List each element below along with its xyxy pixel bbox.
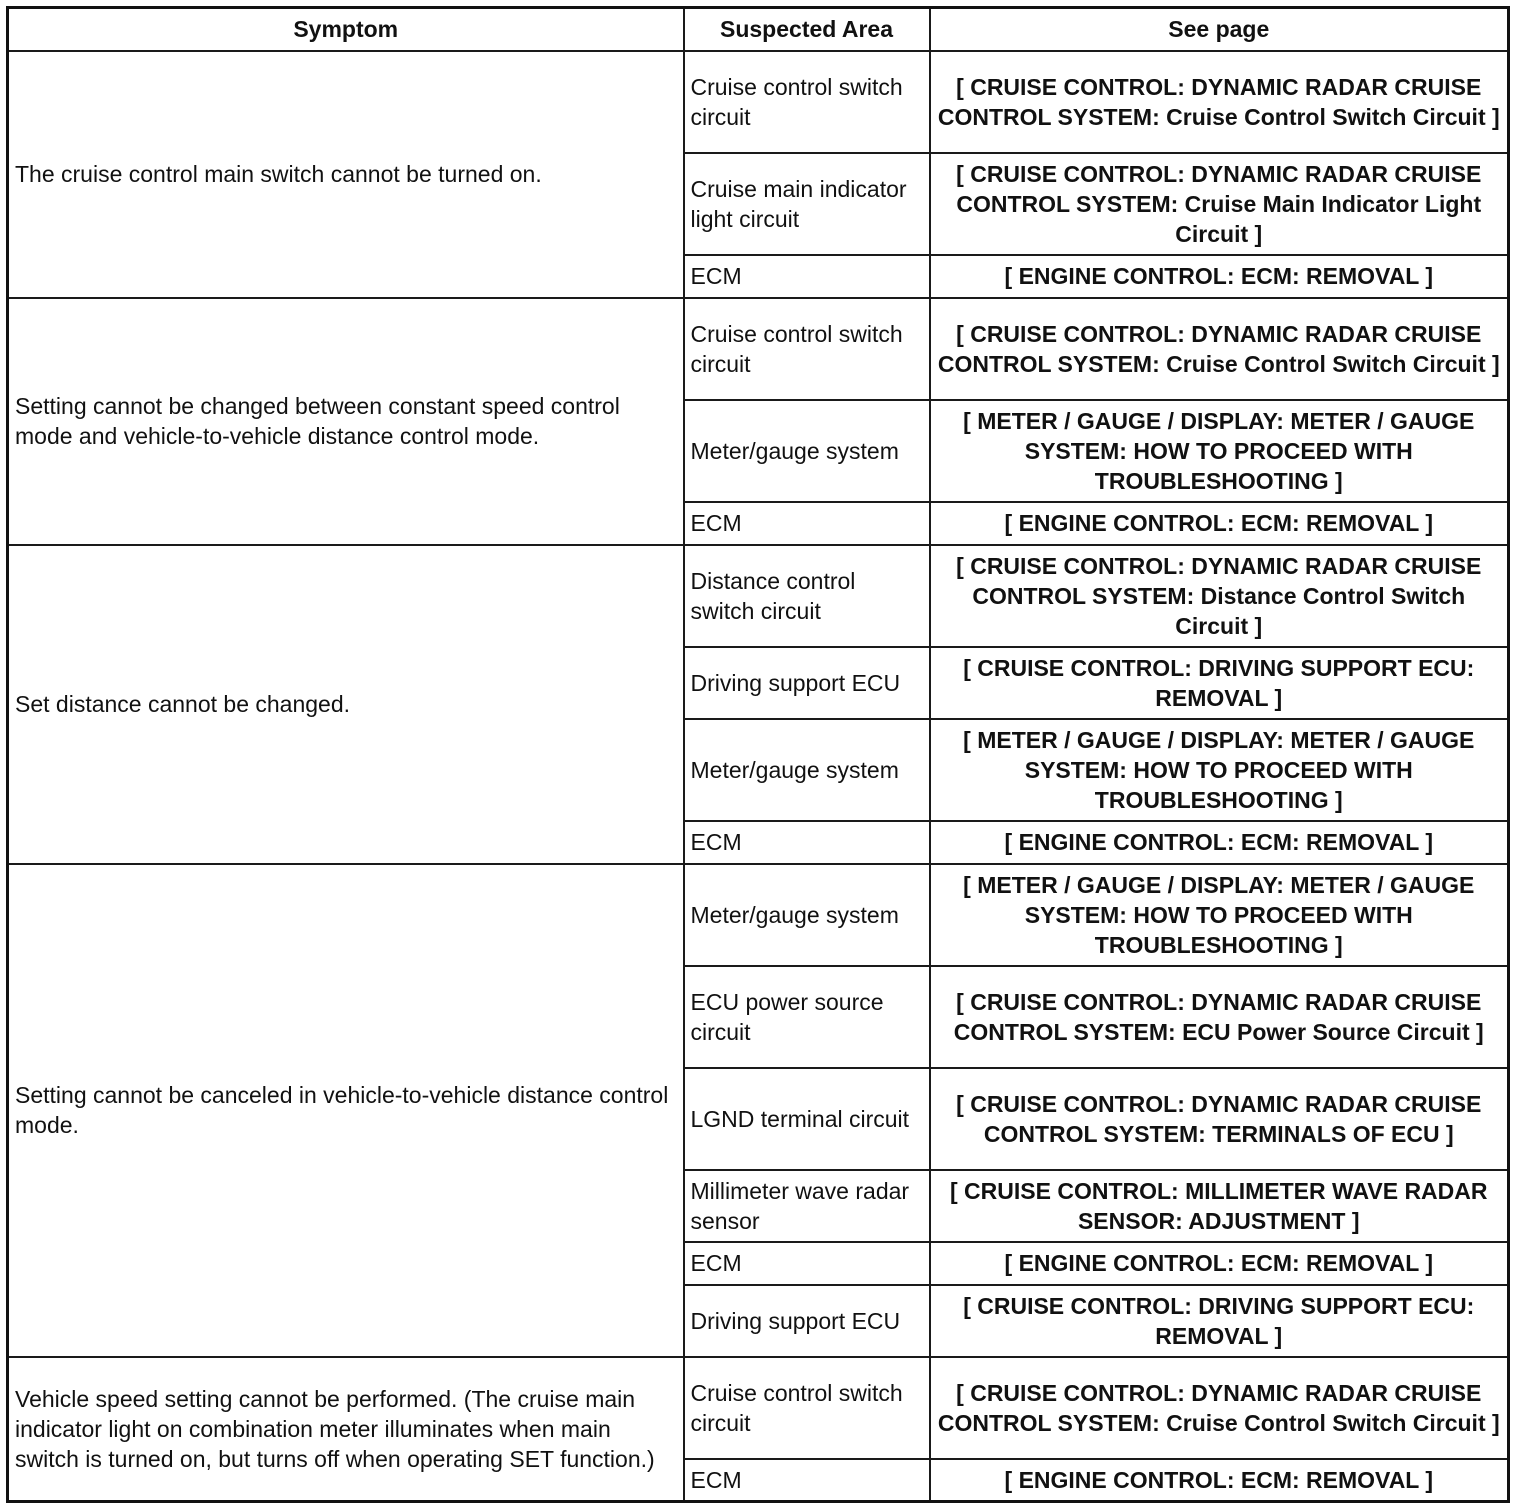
see-page-link[interactable]: [ CRUISE CONTROL: MILLIMETER WAVE RADAR SENSOR: ADJUSTMENT ] (930, 1170, 1509, 1242)
see-page-link[interactable]: [ METER / GAUGE / DISPLAY: METER / GAUGE SYSTEM: HOW TO PROCEED WITH TROUBLESHOOTING ] (930, 864, 1509, 966)
table-row (8, 864, 1509, 966)
suspected-area-cell: Meter/gauge system (684, 864, 930, 966)
see-page-link[interactable]: [ CRUISE CONTROL: DYNAMIC RADAR CRUISE CONTROL SYSTEM: Distance Control Switch Circuit ] (930, 545, 1509, 647)
table-row (8, 51, 1509, 153)
suspected-area-cell: Cruise control switch circuit (684, 51, 930, 153)
table-row (8, 545, 1509, 647)
see-page-link[interactable]: [ METER / GAUGE / DISPLAY: METER / GAUGE SYSTEM: HOW TO PROCEED WITH TROUBLESHOOTING ] (930, 719, 1509, 821)
suspected-area-cell: LGND terminal circuit (684, 1068, 930, 1170)
suspected-area-cell: Meter/gauge system (684, 400, 930, 502)
see-page-link[interactable]: [ CRUISE CONTROL: DRIVING SUPPORT ECU: REMOVAL ] (930, 1285, 1509, 1357)
see-page-link[interactable]: [ CRUISE CONTROL: DYNAMIC RADAR CRUISE CONTROL SYSTEM: ECU Power Source Circuit ] (930, 966, 1509, 1068)
header-see-page: See page (930, 8, 1509, 51)
table-row (8, 298, 1509, 400)
see-page-link[interactable]: [ ENGINE CONTROL: ECM: REMOVAL ] (930, 255, 1509, 298)
suspected-area-cell: ECM (684, 502, 930, 545)
suspected-area-cell: Cruise control switch circuit (684, 298, 930, 400)
suspected-area-cell: Cruise control switch circuit (684, 1357, 930, 1459)
see-page-link[interactable]: [ CRUISE CONTROL: DRIVING SUPPORT ECU: REMOVAL ] (930, 647, 1509, 719)
see-page-link[interactable]: [ ENGINE CONTROL: ECM: REMOVAL ] (930, 502, 1509, 545)
symptom-cell: Set distance cannot be changed. (8, 545, 684, 864)
header-suspected-area: Suspected Area (684, 8, 930, 51)
see-page-link[interactable]: [ CRUISE CONTROL: DYNAMIC RADAR CRUISE CONTROL SYSTEM: Cruise Control Switch Circuit ] (930, 51, 1509, 153)
see-page-link[interactable]: [ ENGINE CONTROL: ECM: REMOVAL ] (930, 821, 1509, 864)
symptom-cell: The cruise control main switch cannot be turned on. (8, 51, 684, 298)
table-row (8, 1357, 1509, 1459)
suspected-area-cell: Millimeter wave radar sensor (684, 1170, 930, 1242)
see-page-link[interactable]: [ CRUISE CONTROL: DYNAMIC RADAR CRUISE CONTROL SYSTEM: Cruise Main Indicator Light Circuit ] (930, 153, 1509, 255)
suspected-area-cell: ECM (684, 821, 930, 864)
suspected-area-cell: Driving support ECU (684, 647, 930, 719)
see-page-link[interactable]: [ CRUISE CONTROL: DYNAMIC RADAR CRUISE CONTROL SYSTEM: Cruise Control Switch Circuit ] (930, 1357, 1509, 1459)
see-page-link[interactable]: [ ENGINE CONTROL: ECM: REMOVAL ] (930, 1459, 1509, 1502)
see-page-link[interactable]: [ ENGINE CONTROL: ECM: REMOVAL ] (930, 1242, 1509, 1285)
suspected-area-cell: ECU power source circuit (684, 966, 930, 1068)
suspected-area-cell: ECM (684, 255, 930, 298)
suspected-area-cell: Cruise main indicator light circuit (684, 153, 930, 255)
header-row (8, 8, 1509, 51)
suspected-area-cell: Meter/gauge system (684, 719, 930, 821)
see-page-link[interactable]: [ METER / GAUGE / DISPLAY: METER / GAUGE SYSTEM: HOW TO PROCEED WITH TROUBLESHOOTING ] (930, 400, 1509, 502)
symptom-cell: Setting cannot be canceled in vehicle-to-vehicle distance control mode. (8, 864, 684, 1357)
see-page-link[interactable]: [ CRUISE CONTROL: DYNAMIC RADAR CRUISE CONTROL SYSTEM: Cruise Control Switch Circuit ] (930, 298, 1509, 400)
suspected-area-cell: ECM (684, 1459, 930, 1502)
symptom-cell: Setting cannot be changed between constant speed control mode and vehicle-to-vehicle distance control mode. (8, 298, 684, 545)
header-symptom: Symptom (8, 8, 684, 51)
symptom-cell: Vehicle speed setting cannot be performed. (The cruise main indicator light on combination meter illuminates when main switch is turned on, but turns off when operating SET function.) (8, 1357, 684, 1502)
see-page-link[interactable]: [ CRUISE CONTROL: DYNAMIC RADAR CRUISE CONTROL SYSTEM: TERMINALS OF ECU ] (930, 1068, 1509, 1170)
suspected-area-cell: Driving support ECU (684, 1285, 930, 1357)
suspected-area-cell: Distance control switch circuit (684, 545, 930, 647)
troubleshooting-table (6, 6, 1510, 1503)
suspected-area-cell: ECM (684, 1242, 930, 1285)
